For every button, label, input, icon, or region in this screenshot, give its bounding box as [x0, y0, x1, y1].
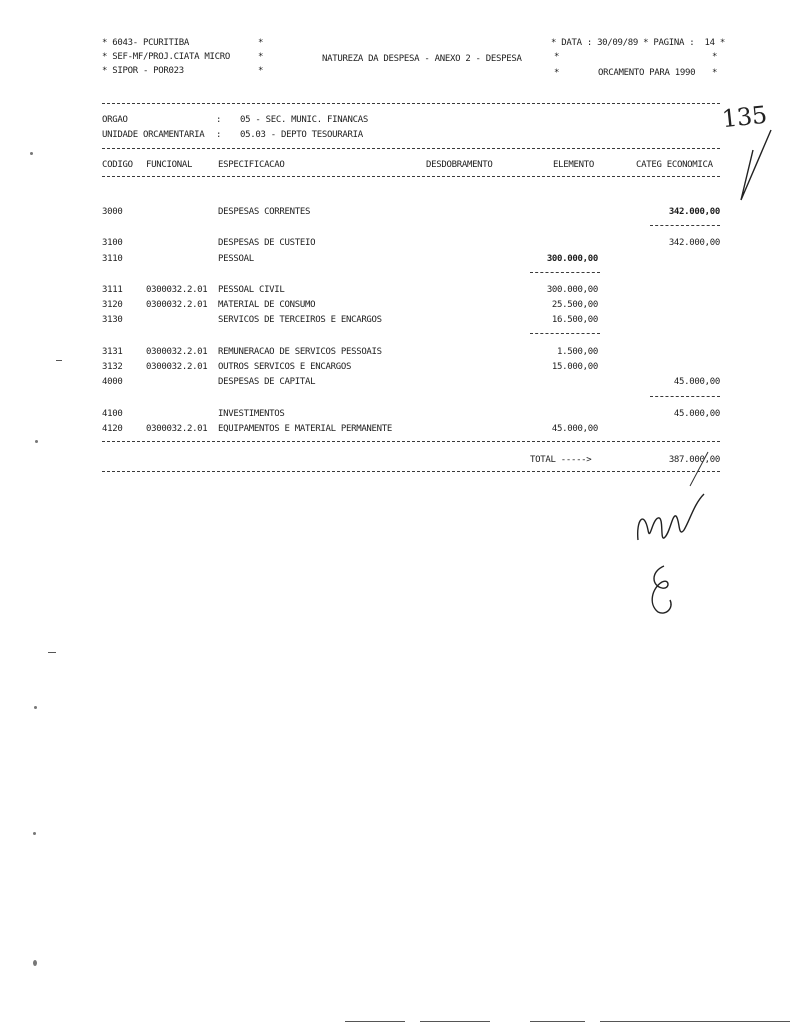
row-elemento: 16.500,00: [551, 315, 598, 325]
header-star: *: [554, 52, 560, 62]
row-especificacao: DESPESAS DE CAPITAL: [218, 377, 316, 387]
scan-speck: [33, 960, 37, 966]
subtotal-rule: [650, 396, 720, 397]
row-especificacao: PESSOAL: [218, 254, 254, 264]
row-especificacao: SERVICOS DE TERCEIROS E ENCARGOS: [218, 315, 382, 325]
col-desdobramento: DESDOBRAMENTO: [426, 160, 493, 170]
row-especificacao: DESPESAS CORRENTES: [218, 207, 311, 217]
signature-flourish-icon: [640, 560, 690, 620]
total-top-rule: [102, 441, 720, 442]
header-line-3: * SIPOR - POR023: [102, 66, 184, 76]
row-funcional: 0300032.2.01: [146, 285, 208, 295]
row-codigo: 3000: [102, 207, 123, 217]
scan-edge-line: [420, 1021, 490, 1022]
header-line-2: * SEF-MF/PROJ.CIATA MICRO: [102, 52, 230, 62]
row-elemento: 300.000,00: [546, 254, 598, 264]
bottom-rule: [102, 471, 720, 472]
unidade-value: 05.03 - DEPTO TESOURARIA: [240, 130, 363, 140]
col-funcional: FUNCIONAL: [146, 160, 193, 170]
row-categ: 45.000,00: [673, 377, 720, 387]
row-especificacao: INVESTIMENTOS: [218, 409, 285, 419]
col-codigo: CODIGO: [102, 160, 133, 170]
row-codigo: 4120: [102, 424, 123, 434]
scan-edge-line: [345, 1021, 405, 1022]
columns-rule: [102, 176, 720, 177]
subtotal-rule: [650, 225, 720, 226]
orgao-label: ORGAO: [102, 115, 128, 125]
row-funcional: 0300032.2.01: [146, 362, 208, 372]
row-especificacao: EQUIPAMENTOS E MATERIAL PERMANENTE: [218, 424, 393, 434]
header-star: *: [258, 38, 264, 48]
scan-speck: [34, 706, 37, 709]
scan-speck: [48, 652, 56, 653]
row-especificacao: DESPESAS DE CUSTEIO: [218, 238, 316, 248]
row-elemento: 45.000,00: [551, 424, 598, 434]
handwritten-page-number: 135: [720, 100, 769, 134]
budget-year-label: ORCAMENTO PARA 1990: [598, 68, 696, 78]
unidade-sep: :: [216, 130, 222, 140]
signature-initials-icon: [630, 490, 710, 560]
row-codigo: 3131: [102, 347, 123, 357]
row-elemento: 25.500,00: [551, 300, 598, 310]
col-elemento: ELEMENTO: [553, 160, 594, 170]
header-star: *: [554, 68, 560, 78]
total-check-icon: [688, 450, 718, 490]
header-star: *: [258, 52, 264, 62]
check-mark-icon: [735, 120, 775, 210]
col-categ: CATEG ECONOMICA: [636, 160, 713, 170]
row-codigo: 3132: [102, 362, 123, 372]
scan-speck: [35, 440, 38, 443]
row-especificacao: MATERIAL DE CONSUMO: [218, 300, 316, 310]
row-funcional: 0300032.2.01: [146, 300, 208, 310]
header-line-1: * 6043- PCURITIBA: [102, 38, 190, 48]
total-value: 387.000,00: [668, 455, 720, 465]
row-codigo: 3100: [102, 238, 123, 248]
row-codigo: 3120: [102, 300, 123, 310]
scan-speck: [56, 360, 62, 361]
orgao-value: 05 - SEC. MUNIC. FINANCAS: [240, 115, 368, 125]
row-categ: 342.000,00: [668, 207, 720, 217]
row-funcional: 0300032.2.01: [146, 424, 208, 434]
row-elemento: 300.000,00: [546, 285, 598, 295]
row-codigo: 3110: [102, 254, 123, 264]
header-star: *: [712, 68, 718, 78]
row-funcional: 0300032.2.01: [146, 347, 208, 357]
header-star: *: [712, 52, 718, 62]
row-categ: 342.000,00: [668, 238, 720, 248]
subtotal-rule: [530, 272, 600, 273]
unidade-label: UNIDADE ORCAMENTARIA: [102, 130, 205, 140]
date-page-label: * DATA : 30/09/89 * PAGINA : 14 *: [551, 38, 726, 48]
scan-speck: [33, 832, 36, 835]
row-categ: 45.000,00: [673, 409, 720, 419]
row-especificacao: PESSOAL CIVIL: [218, 285, 285, 295]
orgao-sep: :: [216, 115, 222, 125]
scan-edge-line: [600, 1021, 790, 1022]
row-codigo: 3130: [102, 315, 123, 325]
report-title: NATUREZA DA DESPESA - ANEXO 2 - DESPESA: [322, 54, 522, 64]
row-elemento: 15.000,00: [551, 362, 598, 372]
row-codigo: 4100: [102, 409, 123, 419]
col-especificacao: ESPECIFICACAO: [218, 160, 285, 170]
scan-speck: [30, 152, 33, 155]
total-label: TOTAL ----->: [530, 455, 592, 465]
row-especificacao: REMUNERACAO DE SERVICOS PESSOAIS: [218, 347, 382, 357]
org-rule: [102, 148, 720, 149]
header-rule: [102, 103, 720, 104]
scan-edge-line: [530, 1021, 585, 1022]
row-codigo: 4000: [102, 377, 123, 387]
row-elemento: 1.500,00: [557, 347, 598, 357]
subtotal-rule: [530, 333, 600, 334]
header-star: *: [258, 66, 264, 76]
row-codigo: 3111: [102, 285, 123, 295]
row-especificacao: OUTROS SERVICOS E ENCARGOS: [218, 362, 352, 372]
